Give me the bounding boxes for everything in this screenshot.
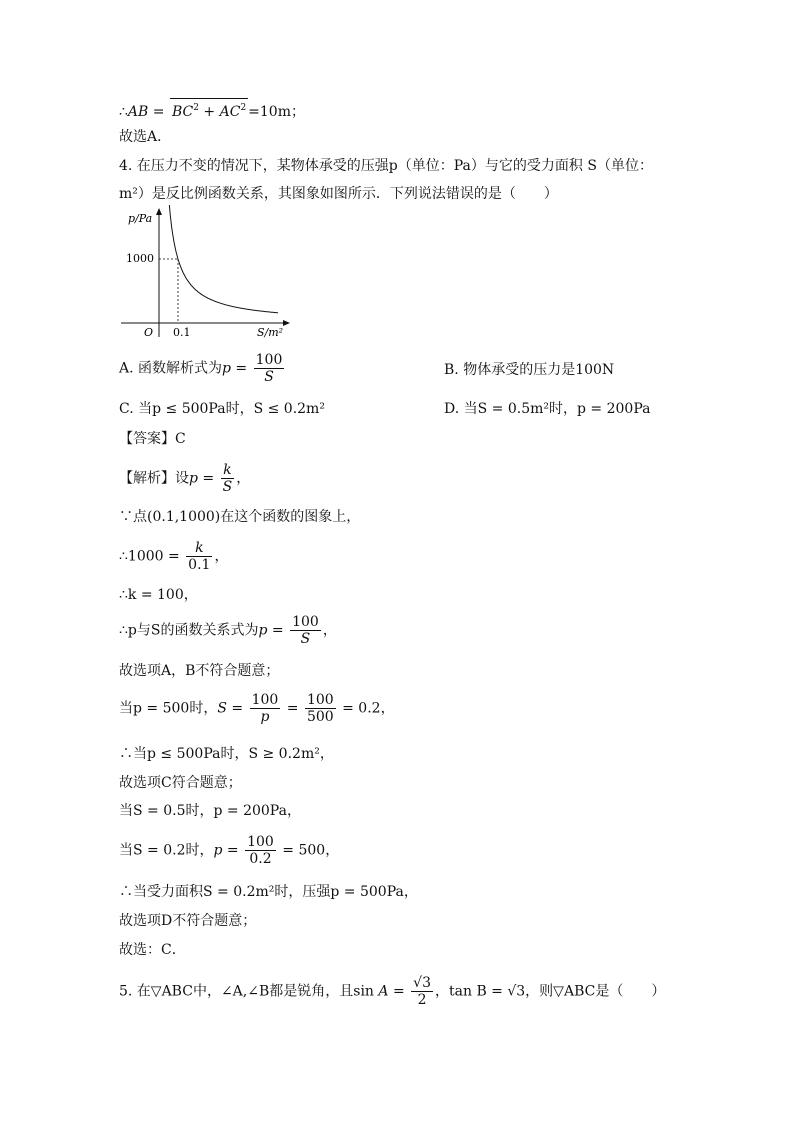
select-a-line: 故选A．	[119, 129, 172, 145]
y-axis-arrow	[156, 208, 162, 215]
ab-length-value: =10m；	[248, 104, 305, 120]
when-500-line: 当p = 500时，S = $\frac{100}{p}$ = $\frac{100}{500}$ = 0.2，	[119, 692, 395, 725]
c-condition-line: ∴当p ≤ 500Pa时，S ≥ 0.2m²，	[119, 746, 334, 762]
option-b[interactable]: B. 物体承受的压力是100N	[444, 362, 615, 378]
question-5-tail: ，tan B = √3，则▽ABC是（ ）	[435, 983, 666, 1000]
graph-xtick-0.1: 0.1	[173, 326, 191, 339]
question-5-label: 5. 在▽ABC中，∠A,∠B都是锐角，且	[119, 983, 354, 1000]
s-05-line: 当S = 0.5时，p = 200Pa，	[119, 803, 301, 819]
point-line: ∵点(0.1,1000)在这个函数的图象上，	[119, 509, 361, 525]
option-d-conclusion: 故选项D不符合题意；	[119, 913, 257, 929]
question-4-text-2: m²）是反比例函数关系，其图象如图所示．下列说法错误的是（ ）	[119, 186, 558, 202]
ab-length-line: ∴AB = $BC^2 + AC^2 =10m$；	[119, 98, 305, 121]
question-4-text-1: 4. 在压力不变的情况下，某物体承受的压强p（单位：Pa）与它的受力面积 S（单位：	[119, 158, 653, 174]
area-line: ∴当受力面积S = 0.2m²时，压强p = 500Pa，	[119, 884, 418, 900]
graph-xlabel: S/m²	[257, 326, 284, 339]
when-500-label: 当p = 500时，	[119, 700, 218, 717]
substitute-line: ∴1000 = $\frac{k}{0.1}$ ，	[119, 540, 229, 573]
option-a[interactable]: A. 函数解析式为p = $\frac{100}{S}$	[119, 352, 283, 385]
inverse-proportion-graph	[116, 205, 296, 341]
option-c-conclusion: 故选项C符合题意；	[119, 775, 242, 791]
final-answer-line: 故选：C．	[119, 942, 186, 958]
graph-origin: O	[144, 326, 154, 339]
option-ab-conclusion: 故选项A，B不符合题意；	[119, 663, 280, 679]
question-5-text: 5. 在▽ABC中，∠A,∠B都是锐角，且sin A = $\frac{√3}{2}$ ，tan B = √3，则▽ABC是（ ）	[119, 975, 666, 1008]
option-c[interactable]: C. 当p ≤ 500Pa时，S ≤ 0.2m²	[119, 401, 325, 417]
analysis-line: 【解析】设p = $\frac{k}{S}$ ，	[119, 462, 251, 495]
option-a-label: A. 函数解析式为	[119, 360, 223, 377]
s-02-line: 当S = 0.2时，p = $\frac{100}{0.2}$ = 500，	[119, 834, 340, 867]
analysis-label: 【解析】设	[119, 470, 189, 487]
relation-label: ∴p与S的函数关系式为	[119, 622, 259, 639]
answer-line: 【答案】C	[119, 431, 186, 447]
graph-curve	[168, 205, 278, 313]
option-d[interactable]: D. 当S = 0.5m²时，p = 200Pa	[444, 401, 651, 417]
s-02-label: 当S = 0.2时，	[119, 842, 214, 859]
x-axis-arrow	[283, 320, 290, 326]
k-value-line: ∴k = 100，	[119, 587, 198, 603]
graph-ytick-1000: 1000	[126, 252, 154, 265]
graph-ylabel: p/Pa	[128, 212, 153, 225]
relation-line: ∴p与S的函数关系式为p = $\frac{100}{S}$ ，	[119, 614, 337, 647]
